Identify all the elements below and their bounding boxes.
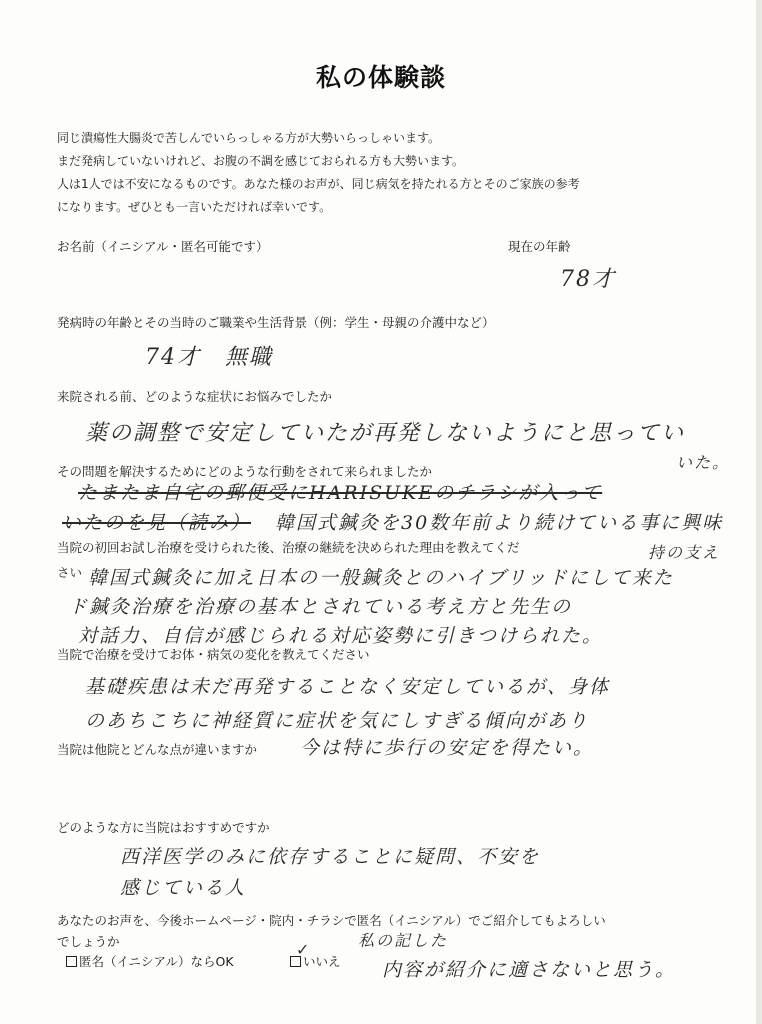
answer-recommend-1: 西洋医学のみに依存することに疑問、不安を [120, 846, 541, 868]
intro-text [57, 127, 707, 219]
answer-actions-strike-2: いたのを見（読み） [62, 512, 252, 534]
answer-change-2: のあちこちに神経質に症状を気にしすぎる傾向があり [85, 710, 590, 732]
checkbox-anonymous-ok[interactable] [66, 956, 77, 967]
question-change: 当院で治療を受けてお体・病気の変化を教えてください [57, 647, 370, 662]
question-reason: 当院の初回お試し治療を受けられた後、治療の継続を決められた理由を教えてくだ [57, 540, 520, 555]
answer-consent-note-1: 私の記した [358, 931, 449, 950]
answer-age: 78才 [560, 267, 616, 292]
question-age: 現在の年齢 [508, 239, 571, 254]
answer-onset: 74才 無職 [145, 345, 273, 370]
intro-line: 同じ潰瘍性大腸炎で苦しんでいらっしゃる方が大勢いらっしゃいます。 [57, 131, 441, 145]
answer-reason-1: 韓国式鍼灸に加え日本の一般鍼灸とのハイブリッドにして来た [88, 567, 674, 589]
question-difference: 当院は他院とどんな点が違いますか [57, 742, 258, 757]
question-consent: あなたのお声を、今後ホームページ・院内・チラシで匿名（イニシアル）でご紹介してもよろしい [57, 913, 606, 928]
question-symptoms: 来院される前、どのような症状にお悩みでしたか [57, 389, 333, 404]
question-consent-2: でしょうか [57, 934, 120, 949]
answer-change-1: 基礎疾患は未だ再発することなく安定しているが、身体 [85, 676, 611, 698]
answer-actions-rest: 韓国式鍼灸を30数年前より続けている事に興味 [275, 512, 724, 534]
answer-symptoms-2: いた。 [676, 453, 731, 472]
question-reason-2: さい [57, 565, 83, 580]
option-anonymous-ok[interactable] [66, 952, 234, 970]
paper-edge [756, 0, 762, 1024]
check-mark-icon: ✓ [296, 940, 310, 959]
question-name: お名前（イニシアル・匿名可能です） [57, 239, 269, 254]
intro-line: になります。ぜひとも一言いただければ幸いです。 [57, 200, 332, 214]
page-title: 私の体験談 [315, 63, 446, 92]
answer-reason-3: 対話力、自信が感じられる対応姿勢に引きつけられた。 [78, 625, 604, 647]
intro-line: 人は1人では不安になるものです。あなた様のお声が、同じ病気を持たれる方とそのご家族の参考 [57, 177, 580, 191]
question-actions: その問題を解決するためにどのような行動をされて来られましたか [57, 464, 433, 479]
answer-symptoms-1: 薬の調整で安定していたが再発しないようにと思ってい [85, 421, 686, 446]
answer-reason-tail: 持の支え [648, 543, 721, 562]
option-anonymous-ok-label: 匿名（イニシアル）ならOK [79, 954, 234, 969]
answer-reason-2: ド鍼灸治療を治療の基本とされている考え方と先生の [68, 596, 573, 618]
intro-line: まだ発病していないけれど、お腹の不調を感じておられる方も大勢います。 [57, 154, 465, 168]
answer-consent-note-2: 内容が紹介に適さないと思う。 [382, 959, 677, 981]
answer-change-3: 今は特に歩行の安定を得たい。 [300, 737, 595, 759]
answer-actions-strike-1: たまたま自宅の郵便受にHARISUKEのチラシが入って [78, 482, 603, 504]
question-onset: 発病時の年齢とその当時のご職業や生活背景（例：学生・母親の介護中など） [57, 315, 495, 330]
question-recommend: どのような方に当院はおすすめですか [57, 820, 270, 835]
option-no-label: いいえ [303, 954, 341, 969]
answer-recommend-2: 感じている人 [120, 877, 247, 899]
